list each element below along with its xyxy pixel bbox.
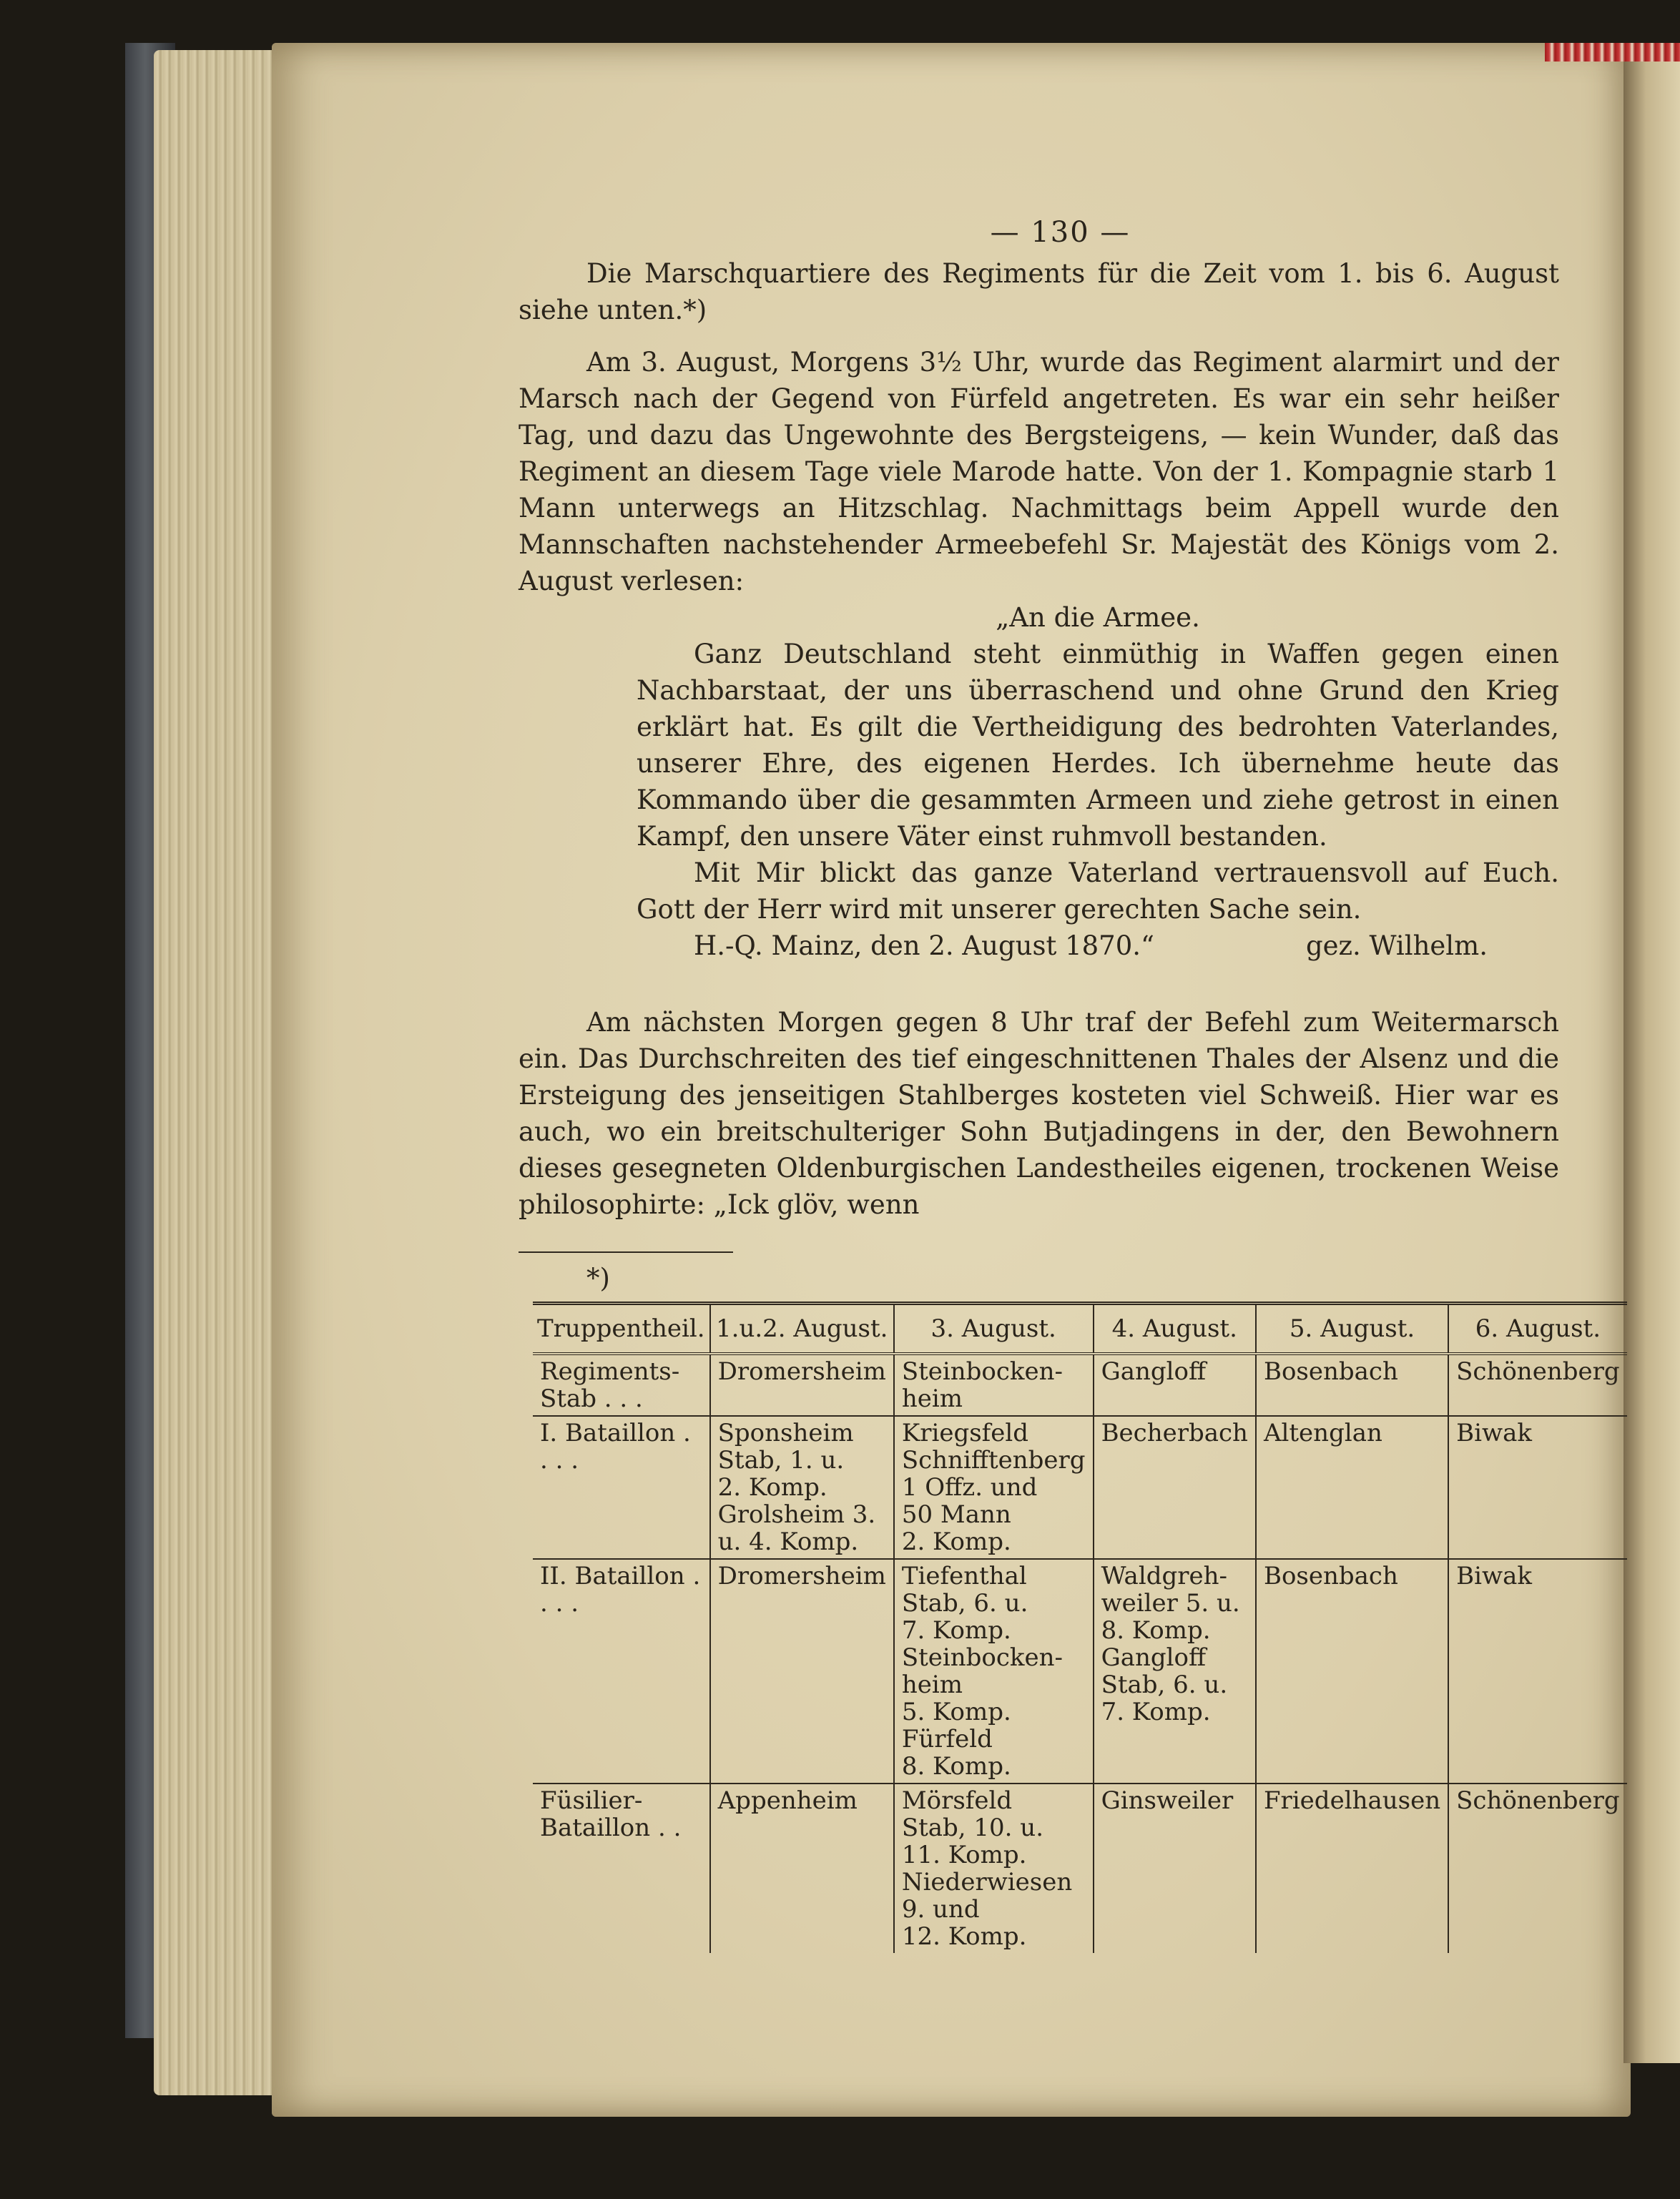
quarters-line: 7. Komp. <box>1101 1698 1211 1726</box>
quarters-line: Biwak <box>1456 1419 1532 1447</box>
quarters-line: Stab, 6. u. <box>901 1589 1028 1618</box>
quarters-line: 9. und <box>901 1895 980 1924</box>
quarters-line: Altenglan <box>1263 1419 1382 1447</box>
quote-signature: gez. Wilhelm. <box>1305 930 1488 961</box>
table-header-cell: 5. August. <box>1256 1304 1448 1354</box>
table-body <box>533 1354 1627 1953</box>
paragraph-3: Am nächsten Morgen gegen 8 Uhr traf der Befehl zum Weitermarsch ein. Das Durchschreiten des tief eingeschnittenen Thales der Alsenz und die Ersteigung des jenseitigen Stahlberges kosteten viel Schweiß. Hier war es auch, wo ein breitschulteriger Sohn Butjadingens in der, den Bewohnern dieses gesegneten Oldenburgischen Landestheiles eigenen, trockenen Weise philosophirte: „Ick glöv, wenn <box>519 1007 1559 1220</box>
quarters-cell <box>1256 1354 1448 1416</box>
quarters-line: 1 Offz. und <box>901 1473 1038 1502</box>
quarters-line: Steinbocken- <box>901 1357 1063 1386</box>
table-header-cell: 3. August. <box>894 1304 1094 1354</box>
quarters-line: Kriegsfeld <box>901 1419 1029 1447</box>
quarters-line: 2. Komp. <box>901 1528 1011 1556</box>
unit-cell: Füsilier-Bataillon . . <box>540 1786 682 1842</box>
quarters-line: 8. Komp. <box>1101 1616 1211 1645</box>
quarters-line: Becherbach <box>1101 1419 1248 1447</box>
quarters-line: u. 4. Komp. <box>717 1528 859 1556</box>
paragraph-2: Am 3. August, Morgens 3½ Uhr, wurde das Regiment alarmirt und der Marsch nach der Gegend von Fürfeld angetreten. Es war ein sehr heißer Tag, und dazu das Ungewohnte des Bergsteigens, — kein Wunder, daß das Regiment an diesem Tage viele Marode hatte. Von der 1. Kompagnie starb 1 Mann unterwegs an Hitzschlag. Nachmittags beim Appell wurde den Mannschaften nachstehender Armeebefehl Sr. Majestät des Königs vom 2. August verlesen: <box>519 347 1559 596</box>
quarters-line: Bosenbach <box>1263 1562 1398 1590</box>
unit-cell: I. Bataillon . . . . <box>540 1419 691 1475</box>
quarters-cell <box>1448 1784 1627 1953</box>
page-number: — 130 — <box>990 216 1131 249</box>
quarters-line: Stab, 10. u. <box>901 1814 1044 1842</box>
quote-paragraph-2: Mit Mir blickt das ganze Vaterland vertrauensvoll auf Euch. Gott der Herr wird mit unserer gerechten Sache sein. <box>637 857 1559 925</box>
quarters-line: Gangloff <box>1101 1643 1207 1672</box>
quarters-cell <box>1448 1416 1627 1559</box>
quarters-cell <box>710 1354 894 1416</box>
march-quarters-table <box>533 1302 1627 1953</box>
quarters-cell <box>1094 1559 1256 1784</box>
quarters-line: 7. Komp. <box>901 1616 1011 1645</box>
quarters-cell <box>710 1416 894 1559</box>
quarters-line: heim <box>901 1671 963 1699</box>
quarters-cell <box>710 1559 894 1784</box>
unit-cell: Regiments-Stab . . . <box>540 1357 680 1413</box>
quarters-line: Tiefenthal <box>901 1562 1027 1590</box>
table-row <box>533 1416 1627 1559</box>
quarters-line: Friedelhausen <box>1263 1786 1441 1815</box>
quarters-line: 8. Komp. <box>901 1752 1011 1781</box>
quarters-line: heim <box>901 1384 963 1413</box>
quarters-line: Grolsheim 3. <box>717 1500 876 1529</box>
quarters-cell <box>894 1354 1094 1416</box>
quote-title: „An die Armee. <box>996 602 1200 633</box>
quarters-cell <box>1256 1784 1448 1953</box>
quarters-line: Dromersheim <box>717 1562 886 1590</box>
table-header-cell: 1.u.2. August. <box>710 1304 894 1354</box>
quarters-line: Niederwiesen <box>901 1868 1073 1897</box>
quarters-cell <box>1094 1416 1256 1559</box>
red-ribbon <box>1545 43 1680 62</box>
quote-place-date: H.-Q. Mainz, den 2. August 1870.“ <box>694 930 1154 961</box>
quarters-line: 5. Komp. <box>901 1698 1011 1726</box>
table-header-cell: 4. August. <box>1094 1304 1256 1354</box>
quarters-line: Sponsheim <box>717 1419 854 1447</box>
quarters-line: Steinbocken- <box>901 1643 1063 1672</box>
table-row <box>533 1784 1627 1953</box>
quarters-line: Appenheim <box>717 1786 858 1815</box>
quarters-cell <box>894 1416 1094 1559</box>
quarters-cell <box>1256 1559 1448 1784</box>
quarters-cell <box>894 1784 1094 1953</box>
quarters-cell <box>710 1784 894 1953</box>
quote-paragraph-1: Ganz Deutschland steht einmüthig in Waffen gegen einen Nachbarstaat, der uns überraschend und ohne Grund den Krieg erklärt hat. Es gilt die Vertheidigung des bedrohten Vaterlandes, unserer Ehre, des eigenen Herdes. Ich übernehme heute das Kommando über die gesammten Armeen und ziehe getrost in einen Kampf, den unsere Väter einst ruhmvoll bestanden. <box>637 639 1559 852</box>
facing-page-edge <box>1623 61 1680 2063</box>
table-header-row <box>533 1304 1627 1354</box>
quarters-line: Schnifftenberg <box>901 1446 1086 1475</box>
quarters-line: Schönenberg <box>1456 1357 1620 1386</box>
quarters-line: Stab, 1. u. <box>717 1446 845 1475</box>
quarters-line: Gangloff <box>1101 1357 1207 1386</box>
quarters-line: 2. Komp. <box>717 1473 827 1502</box>
footnote-separator <box>519 1251 733 1253</box>
quarters-line: Bosenbach <box>1263 1357 1398 1386</box>
quarters-cell <box>1256 1416 1448 1559</box>
quarters-line: weiler 5. u. <box>1101 1589 1240 1618</box>
quarters-cell <box>1448 1559 1627 1784</box>
quarters-line: Dromersheim <box>717 1357 886 1386</box>
quarters-line: 11. Komp. <box>901 1841 1027 1869</box>
quarters-line: Mörsfeld <box>901 1786 1013 1815</box>
table-header-cell: Truppentheil. <box>533 1304 710 1354</box>
unit-cell: II. Bataillon . . . . <box>540 1562 701 1618</box>
table-header-cell: 6. August. <box>1448 1304 1627 1354</box>
quarters-line: Stab, 6. u. <box>1101 1671 1228 1699</box>
quarters-line: Biwak <box>1456 1562 1532 1590</box>
quarters-line: Ginsweiler <box>1101 1786 1234 1815</box>
army-order-quote <box>637 599 1559 964</box>
quarters-line: 12. Komp. <box>901 1922 1027 1951</box>
quarters-line: Fürfeld <box>901 1725 993 1753</box>
quarters-cell <box>894 1559 1094 1784</box>
quarters-cell <box>1094 1784 1256 1953</box>
quarters-line: Schönenberg <box>1456 1786 1620 1815</box>
quarters-cell <box>1094 1354 1256 1416</box>
quarters-cell <box>1448 1354 1627 1416</box>
table-row <box>533 1354 1627 1416</box>
quarters-line: Waldgreh- <box>1101 1562 1227 1590</box>
quote-signature-line <box>637 928 1559 964</box>
table-row <box>533 1559 1627 1784</box>
quarters-line: 50 Mann <box>901 1500 1011 1529</box>
page-edges <box>154 50 279 2095</box>
footnote-mark: *) <box>586 1263 610 1294</box>
page-content <box>519 215 1559 1297</box>
paragraph-1: Die Marschquartiere des Regiments für die Zeit vom 1. bis 6. August siehe unten.*) <box>519 258 1559 325</box>
